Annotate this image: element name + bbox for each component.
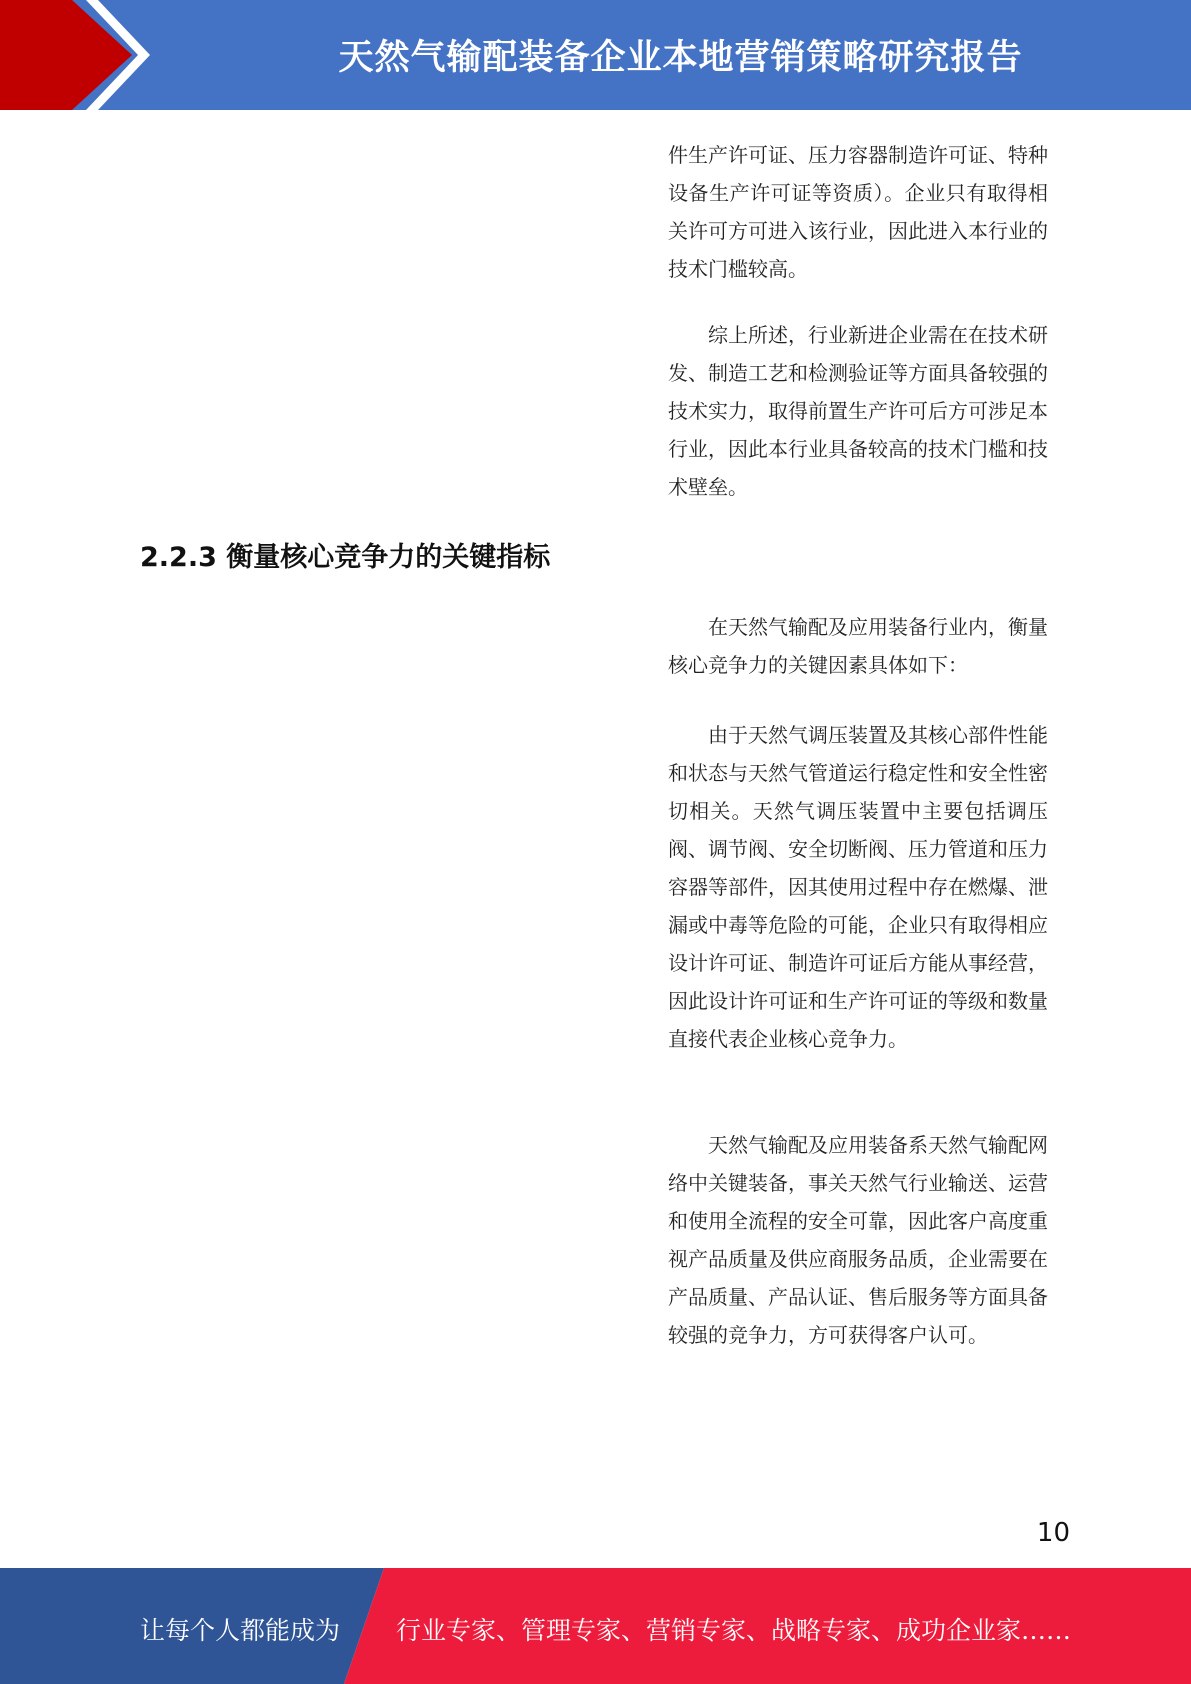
paragraph-licenses: 件生产许可证、压力容器制造许可证、特种设备生产许可证等资质）。企业只有取得相关许可方可进入该行业，因此进入本行业的技术门槛较高。: [668, 143, 1048, 281]
header-chevron-decoration: [0, 0, 160, 110]
page-number: 10: [1036, 1518, 1070, 1548]
document-title: 天然气输配装备企业本地营销策略研究报告: [338, 38, 1023, 78]
paragraph-intro: 在天然气输配及应用装备行业内，衡量核心竞争力的关键因素具体如下：: [668, 615, 1048, 677]
page-header: [0, 0, 1191, 110]
footer-slogan-right: 行业专家、管理专家、营销专家、战略专家、成功企业家……: [396, 1616, 1072, 1645]
paragraph-summary: 综上所述，行业新进企业需在在技术研发、制造工艺和检测验证等方面具备较强的技术实力，取得前置生产许可后方可涉足本行业，因此本行业具备较高的技术门槛和技术壁垒。: [668, 323, 1048, 499]
section-heading: 2.2.3 衡量核心竞争力的关键指标: [140, 542, 551, 573]
paragraph-quality-factor: 天然气输配及应用装备系天然气输配网络中关键装备，事关天然气行业输送、运营和使用全流程的安全可靠，因此客户高度重视产品质量及供应商服务品质，企业需要在产品质量、产品认证、售后服务等方面具备较强的竞争力，方可获得客户认可。: [668, 1133, 1048, 1347]
paragraph-license-factor: 由于天然气调压装置及其核心部件性能和状态与天然气管道运行稳定性和安全性密切相关。天然气调压装置中主要包括调压阀、调节阀、安全切断阀、压力管道和压力容器等部件，因其使用过程中存在燃爆、泄漏或中毒等危险的可能，企业只有取得相应设计许可证、制造许可证后方能从事经营，因此设计许可证和生产许可证的等级和数量直接代表企业核心竞争力。: [668, 723, 1048, 1051]
footer-slogan-left: 让每个人都能成为: [140, 1616, 341, 1645]
page-footer: [0, 1568, 1191, 1684]
